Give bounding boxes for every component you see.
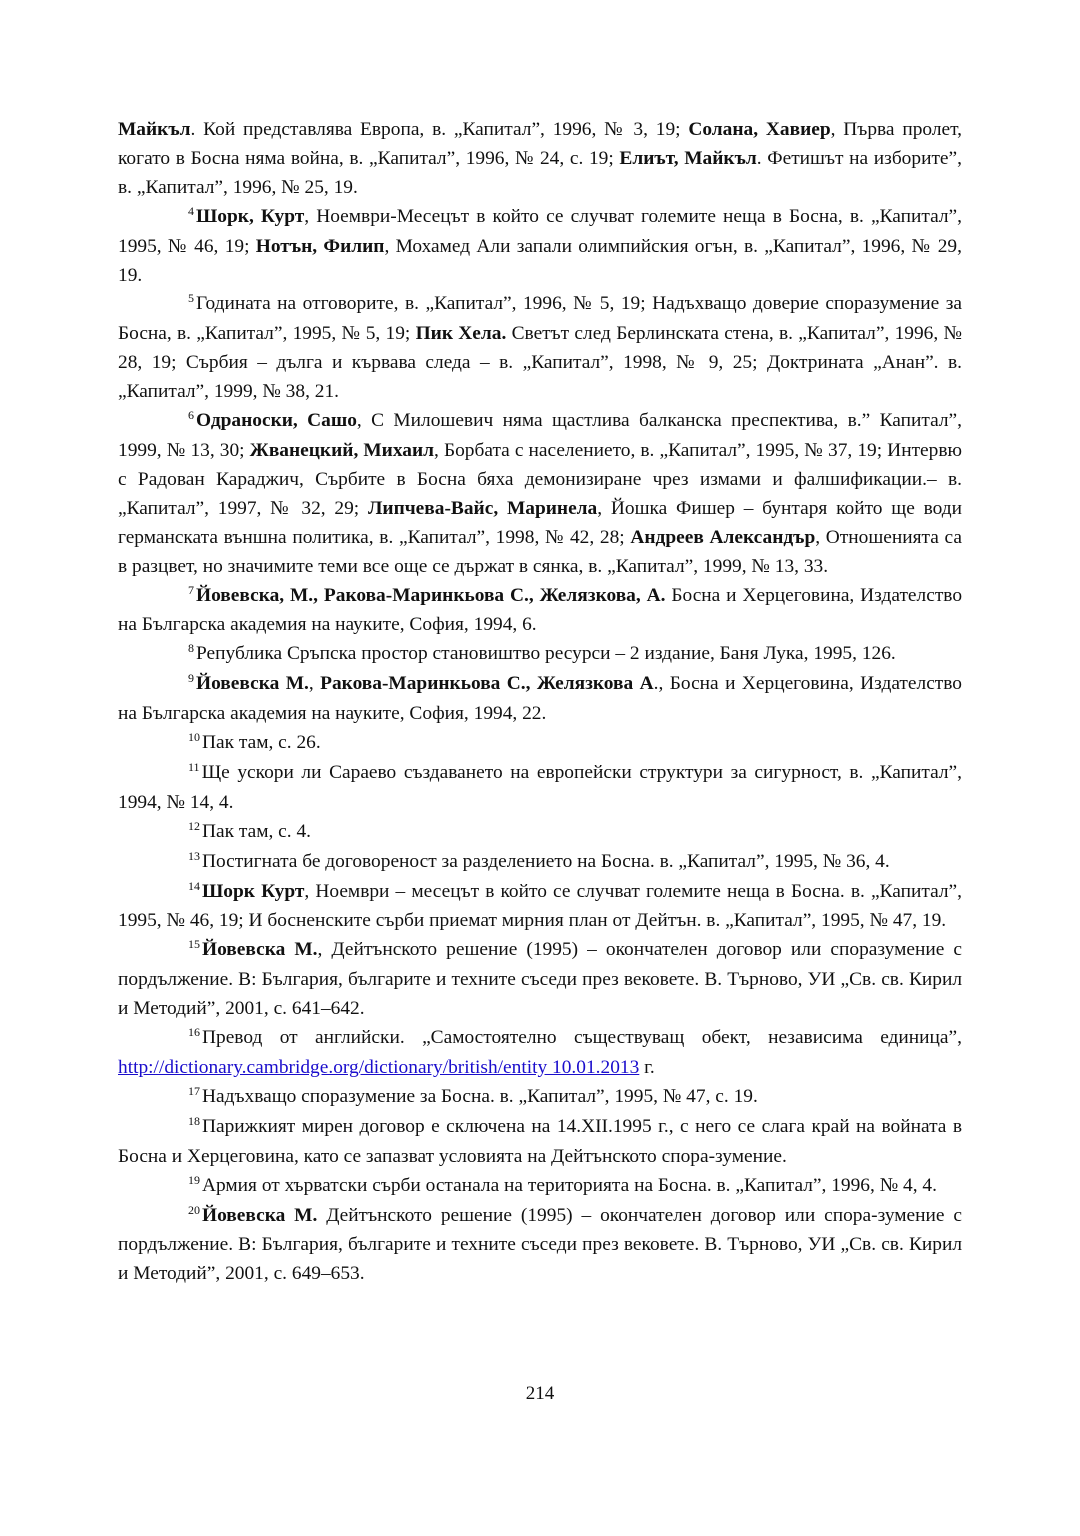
footnote-author: Одраноски, Сашо — [196, 410, 357, 432]
footnote-number: 4 — [188, 203, 194, 218]
footnote-19 — [118, 1172, 962, 1202]
footnote-author: Шорк, Курт — [196, 205, 305, 227]
footnote-number: 14 — [188, 878, 200, 893]
footnote-text: Дейтънското решение (1995) – окончателен договор или спора-зумение с пордължение. В: България, българите и техните съседи през вековете. В. Търново, УИ „Св. св. Кирил и Методий”, 2001, с. 649–653. — [118, 1204, 962, 1285]
footnote-text: , Дейтънското решение (1995) – окончателен договор или споразумение с пордължение. В: България, българите и техните съседи през вековете. В. Търново, УИ „Св. св. Кирил и Методий”, 2001, с. 641–642. — [118, 939, 962, 1020]
footnote-text: , Отношенията са в разцвет, но значимите теми все още се държат в сянка, в. „Капитал”, 1999, № 13, 33. — [118, 526, 962, 577]
footnote-number: 6 — [188, 408, 194, 423]
footnote-text: Пак там, с. 4. — [202, 820, 312, 842]
footnote-text: , Ноември – месецът в който се случват големите неща в Босна. в. „Капитал”, 1995, № 46, 19; И босненските сърби приемат мирния план от Дейтън. в. „Капитал”, 1995, № 47, 19. — [118, 880, 962, 932]
footnote-number: 16 — [188, 1025, 200, 1040]
footnote-number: 13 — [188, 848, 200, 863]
footnote-4 — [118, 203, 962, 291]
footnote-11 — [118, 759, 962, 818]
footnote-author: Ракова-Маринкьова С., Желязкова А — [320, 673, 654, 695]
footnote-author: Майкъл — [118, 119, 191, 140]
footnote-18 — [118, 1113, 962, 1172]
footnote-8 — [118, 640, 962, 670]
footnote-number: 8 — [188, 641, 194, 656]
footnote-text: Армия от хърватски сърби останала на територията на Босна. в. „Капитал”, 1996, № 4, 4. — [202, 1174, 937, 1196]
footnote-number: 5 — [188, 291, 194, 306]
footnote-text: , — [308, 673, 321, 695]
footnote-13 — [118, 848, 962, 878]
page-number: 214 — [525, 1383, 555, 1404]
footnote-number: 18 — [188, 1113, 200, 1128]
footnote-15 — [118, 936, 962, 1024]
footnote-author: Елиът, Майкъл — [619, 147, 757, 169]
footnote-text: , Първа пролет, когато в Босна няма война, в. „Капитал”, 1996, № 24, с. 19; — [118, 119, 962, 169]
footnote-author: Нотън, Филип — [255, 235, 385, 257]
footnote-number: 10 — [188, 730, 200, 745]
footnote-text: Парижкият мирен договор е сключена на 14.XII.1995 г., с него се слага край на войната в Босна и Херцеговина, като се запазват условията на Дейтънското спора-зумение. — [118, 1115, 962, 1167]
footnote-author: Липчева-Вайс, Маринела — [367, 497, 598, 519]
footnote-text: . Кой представлява Европа, в. „Капитал”, 1996, № 3, 19; — [190, 119, 689, 140]
footnote-10 — [118, 729, 962, 759]
footnote-text: Превод от английски. „Самостоятелно съществуващ обект, независима единица”, — [202, 1027, 962, 1049]
footnote-6 — [118, 407, 962, 581]
footnote-number: 15 — [188, 937, 200, 952]
footnote-text: Постигната бе договореност за разделението на Босна. в. „Капитал”, 1995, № 36, 4. — [202, 850, 890, 872]
footnote-12 — [118, 818, 962, 848]
footnote-author: Йовевска, М., Ракова-Маринкьова С., Желязкова, А. — [196, 584, 666, 606]
footnote-author: Жванецкий, Михаил — [249, 439, 435, 461]
footnote-continuation — [118, 116, 962, 203]
footnote-text: , Йошка Фишер – бунтаря който ще води германската външна политика, в. „Капитал”, 1998, № 42, 28; — [118, 497, 962, 548]
footnote-16 — [118, 1024, 962, 1083]
footnote-5 — [118, 290, 962, 407]
footnote-number: 20 — [188, 1202, 200, 1217]
footnote-number: 19 — [188, 1172, 200, 1187]
footnote-text: г. — [639, 1057, 655, 1078]
footnote-text: Ще ускори ли Сараево създаването на европейски структури за сигурност, в. „Капитал”, 1994, № 14, 4. — [118, 761, 962, 813]
footnote-7 — [118, 582, 962, 641]
footnote-text: , С Милошевич няма щастлива балканска преспектива, в.” Капитал”, 1999, № 13, 30; — [118, 410, 962, 461]
footnote-text: ., Босна и Херцеговина, Издателство на Българска академия на науките, София, 1994, 22. — [118, 673, 962, 725]
footnote-author: Йовевска М. — [202, 939, 318, 961]
footnote-number: 17 — [188, 1083, 200, 1098]
footnote-20 — [118, 1202, 962, 1290]
footnote-number: 9 — [188, 671, 194, 686]
footnote-text: Надъхващо споразумение за Босна. в. „Капитал”, 1995, № 47, с. 19. — [202, 1085, 758, 1107]
footnote-text: , Борбата с населението, в. „Капитал”, 1995, № 37, 19; Интервю с Радован Караджич, Сърбите в Босна бяха демонизиране чрез измами и фалшификации.– в. „Капитал”, 1997, № 32, 29; — [118, 439, 962, 519]
footnote-link[interactable]: http://dictionary.cambridge.org/dictionary/british/entity 10.01.2013 — [118, 1057, 640, 1078]
footnote-author: Солана, Хавиер — [688, 119, 831, 140]
footnote-text: . Фетишът на изборите”, в. „Капитал”, 1996, № 25, 19. — [118, 147, 962, 198]
footnote-number: 12 — [188, 818, 200, 833]
footnote-author: Йовевска М. — [202, 1204, 318, 1226]
footnote-author: Андреев Александър — [630, 526, 816, 548]
footnote-text: Светът след Берлинската стена, в. „Капитал”, 1996, № 28, 19; Сърбия – дълга и кървава следа – в. „Капитал”, 1998, № 9, 25; Доктрината „Анан”. в. „Капитал”, 1999, № 38, 21. — [118, 323, 962, 403]
footnote-17 — [118, 1083, 962, 1113]
footnote-number: 11 — [188, 759, 200, 774]
footnote-14 — [118, 878, 962, 937]
footnote-text: Годината на отговорите, в. „Капитал”, 1996, № 5, 19; Надъхващо доверие споразумение за Босна, в. „Капитал”, 1995, № 5, 19; — [118, 293, 962, 345]
footnote-number: 7 — [188, 582, 194, 597]
footnote-text: Босна и Херцеговина, Издателство на Българска академия на науките, София, 1994, 6. — [118, 584, 963, 636]
footnote-9 — [118, 670, 962, 729]
footnote-author: Шорк Курт — [202, 880, 305, 902]
footnote-author: Йовевска М. — [196, 673, 309, 695]
footnote-author: Пик Хела. — [415, 323, 507, 345]
footnote-text: , Ноември-Месецът в който се случват големите неща в Босна, в. „Капитал”, 1995, № 46, 19; — [118, 205, 962, 257]
footnote-text: Пак там, с. 26. — [202, 732, 321, 754]
footnotes-block — [118, 116, 962, 1289]
footnote-text: Република Сръпска простор становиштво ресурси – 2 издание, Баня Лука, 1995, 126. — [196, 643, 896, 665]
footnote-text: , Мохамед Али запали олимпийския огън, в. „Капитал”, 1996, № 29, 19. — [118, 235, 962, 286]
